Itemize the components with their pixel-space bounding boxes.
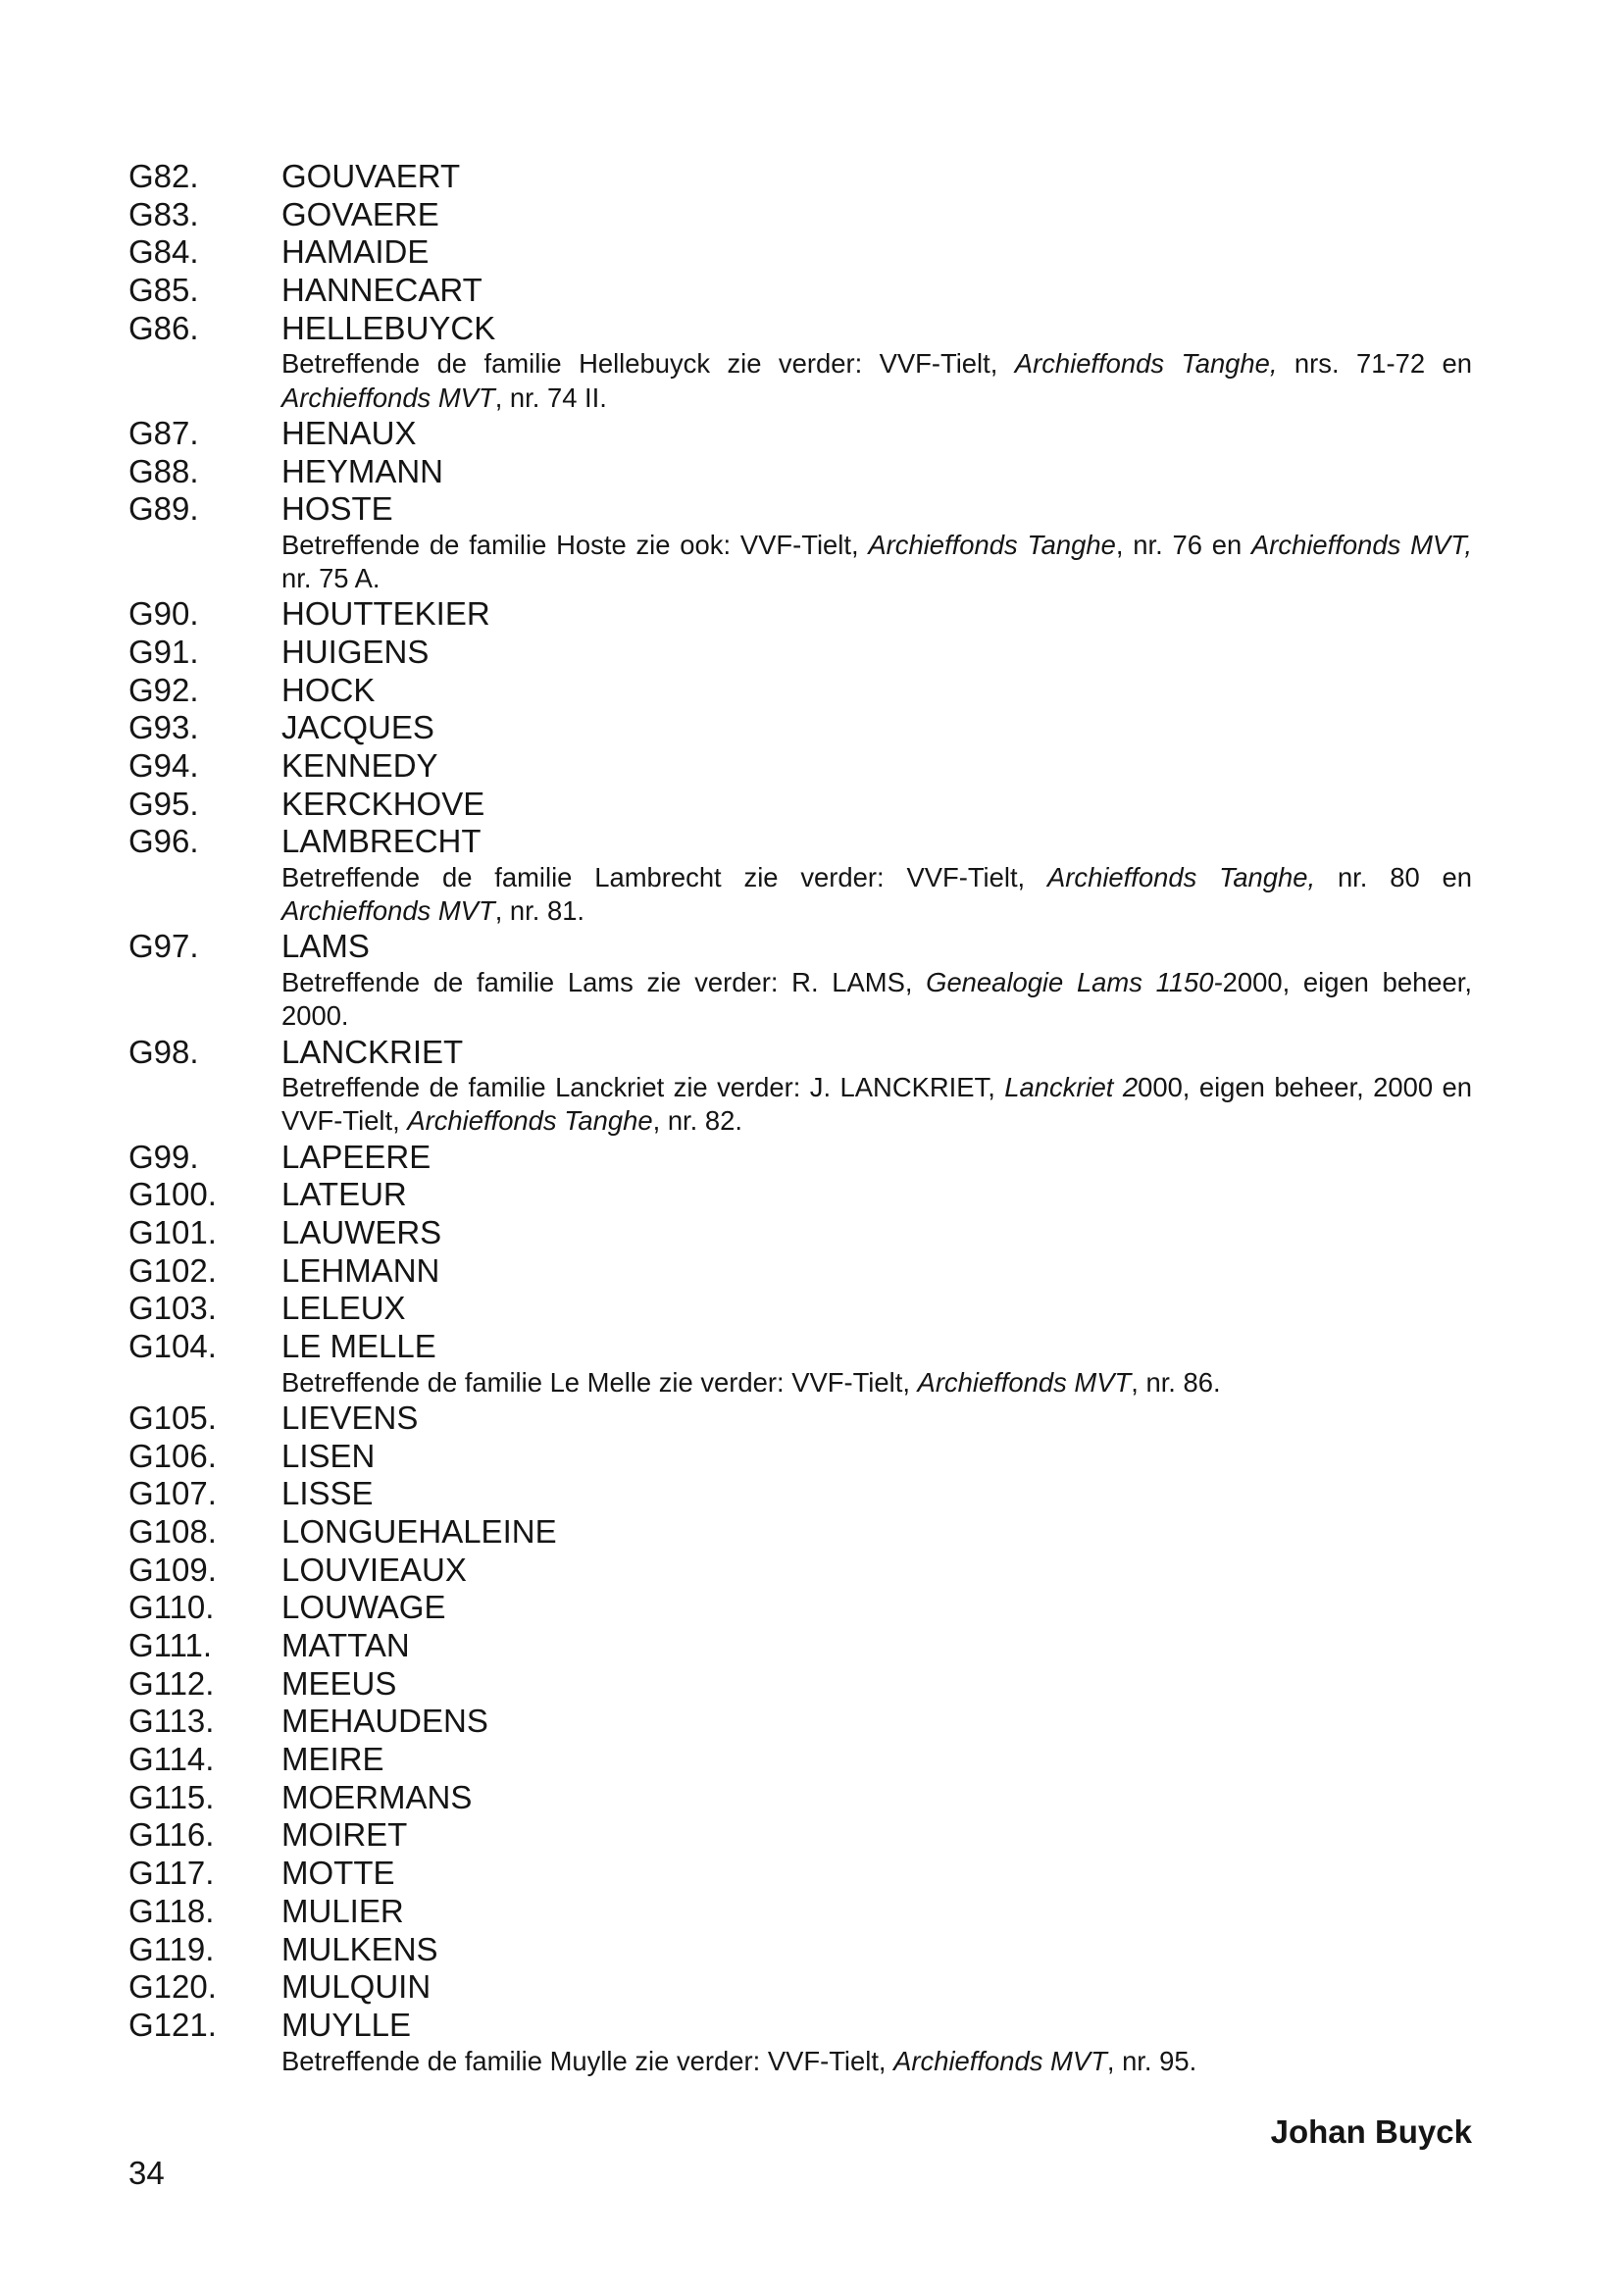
note-italic-text: Archieffonds MVT, <box>1251 529 1472 560</box>
note-italic-text: Archieffonds MVT <box>893 2045 1107 2076</box>
genealogy-entry <box>128 1034 1472 1139</box>
genealogy-entry <box>128 233 1472 272</box>
entry-code: G120. <box>128 1968 217 2006</box>
entry-surname: MATTAN <box>281 1627 410 1663</box>
genealogy-entry <box>128 1589 1472 1627</box>
entry-heading <box>128 1139 1472 1177</box>
entry-heading <box>128 196 1472 234</box>
entry-code: G110. <box>128 1589 215 1626</box>
entry-code: G118. <box>128 1892 215 1929</box>
entry-code: G93. <box>128 709 199 746</box>
entry-code: G119. <box>128 1930 215 1967</box>
genealogy-entry <box>128 747 1472 786</box>
note-italic-text: Archieffonds Tanghe, <box>1047 862 1316 893</box>
note-italic-text: Genealogie Lams 1150- <box>926 967 1223 998</box>
entry-note <box>281 1071 1472 1138</box>
entry-heading <box>128 158 1472 196</box>
entry-surname: LATEUR <box>281 1176 407 1213</box>
entry-heading <box>128 1816 1472 1855</box>
genealogy-entry <box>128 1552 1472 1590</box>
entry-code: G86. <box>128 309 199 346</box>
entry-surname: LANCKRIET <box>281 1033 464 1070</box>
genealogy-entry <box>128 1214 1472 1252</box>
entry-code: G99. <box>128 1138 199 1175</box>
note-text: 2000. <box>281 1000 349 1032</box>
genealogy-entry <box>128 490 1472 595</box>
note-text: nrs. 71-72 en <box>1277 348 1472 380</box>
entry-heading <box>128 272 1472 310</box>
entry-heading <box>128 786 1472 824</box>
note-text: Betreffende de familie Hoste zie ook: VVF-Tielt, <box>281 529 869 560</box>
note-text: , nr. 81. <box>494 895 585 927</box>
genealogy-entry <box>128 1475 1472 1513</box>
note-text: Betreffende de familie Lanckriet zie verder: J. LANCKRIET, <box>281 1072 1005 1103</box>
genealogy-entry <box>128 709 1472 747</box>
entry-surname: LOUWAGE <box>281 1589 446 1626</box>
entry-surname: MEEUS <box>281 1664 397 1702</box>
entry-code: G116. <box>128 1816 215 1854</box>
entry-code: G84. <box>128 233 199 271</box>
entry-code: G111. <box>128 1627 212 1663</box>
genealogy-entry <box>128 1816 1472 1855</box>
entry-heading <box>128 634 1472 672</box>
entry-heading <box>128 2007 1472 2045</box>
entry-surname: LEHMANN <box>281 1251 440 1289</box>
genealogy-entry <box>128 928 1472 1033</box>
entry-note <box>281 2045 1472 2078</box>
entry-heading <box>128 1328 1472 1366</box>
entry-code: G102. <box>128 1251 217 1289</box>
note-text: , nr. 95. <box>1106 2045 1197 2076</box>
entry-heading <box>128 1703 1472 1741</box>
entry-surname: LISSE <box>281 1475 374 1512</box>
note-line <box>281 1104 1472 1138</box>
entry-code: G113. <box>128 1703 215 1740</box>
entry-heading <box>128 747 1472 786</box>
note-italic-text: Archieffonds MVT <box>281 382 495 413</box>
entry-surname: KENNEDY <box>281 747 438 784</box>
entry-surname: MEIRE <box>281 1741 384 1778</box>
genealogy-entry <box>128 672 1472 710</box>
entry-heading <box>128 1552 1472 1590</box>
entry-surname: LAPEERE <box>281 1138 431 1175</box>
entry-code: G104. <box>128 1328 217 1364</box>
note-line <box>281 1071 1472 1104</box>
note-line <box>281 999 1472 1033</box>
note-italic-text: Lanckriet 2 <box>1004 1072 1139 1103</box>
entry-code: G114. <box>128 1741 215 1778</box>
note-text: VVF-Tielt, <box>281 1105 408 1137</box>
entry-code: G108. <box>128 1512 217 1550</box>
genealogy-entry <box>128 1627 1472 1665</box>
entry-surname: HOUTTEKIER <box>281 595 490 633</box>
entry-surname: MULQUIN <box>281 1968 431 2006</box>
entry-surname: MOIRET <box>281 1816 408 1854</box>
entry-heading <box>128 1252 1472 1291</box>
entry-code: G98. <box>128 1033 199 1070</box>
entry-heading <box>128 1968 1472 2007</box>
entry-heading <box>128 928 1472 966</box>
entry-surname: HANNECART <box>281 272 482 309</box>
genealogy-entry <box>128 1252 1472 1291</box>
entry-heading <box>128 1400 1472 1438</box>
genealogy-entry <box>128 786 1472 824</box>
entry-code: G109. <box>128 1551 217 1588</box>
entry-heading <box>128 1290 1472 1328</box>
genealogy-entry <box>128 310 1472 415</box>
genealogy-entry <box>128 1400 1472 1438</box>
entry-code: G107. <box>128 1475 217 1512</box>
entry-heading <box>128 1176 1472 1214</box>
note-text: nr. 75 A. <box>281 563 381 594</box>
entry-note <box>281 1366 1472 1400</box>
genealogy-entry <box>128 1176 1472 1214</box>
entry-code: G101. <box>128 1213 217 1250</box>
entry-heading <box>128 310 1472 348</box>
entry-code: G95. <box>128 785 199 822</box>
entry-surname: LOUVIEAUX <box>281 1551 467 1588</box>
note-line <box>281 894 1472 928</box>
genealogy-entry <box>128 1139 1472 1177</box>
entry-surname: JACQUES <box>281 709 434 746</box>
entry-surname: HAMAIDE <box>281 233 430 271</box>
note-text: 000, eigen beheer, 2000 en <box>1138 1072 1472 1103</box>
genealogy-entry <box>128 1741 1472 1779</box>
genealogy-entry <box>128 1438 1472 1476</box>
note-text: Betreffende de familie Lams zie verder: R. LAMS, <box>281 967 927 998</box>
genealogy-entry <box>128 823 1472 928</box>
note-line <box>281 861 1472 894</box>
note-italic-text: Archieffonds Tanghe <box>868 529 1116 560</box>
entry-heading <box>128 1855 1472 1893</box>
entry-code: G82. <box>128 158 199 194</box>
note-italic-text: Archieffonds Tanghe <box>407 1105 653 1137</box>
entry-heading <box>128 490 1472 529</box>
note-italic-text: Archieffonds MVT <box>917 1366 1132 1398</box>
entry-surname: LAMS <box>281 928 370 965</box>
note-text: Betreffende de familie Hellebuyck zie verder: VVF-Tielt, <box>281 348 1015 380</box>
entry-surname: LE MELLE <box>281 1328 436 1364</box>
entry-code: G89. <box>128 490 199 528</box>
entry-heading <box>128 1627 1472 1665</box>
entry-surname: HENAUX <box>281 414 417 451</box>
entry-heading <box>128 415 1472 453</box>
note-text: , nr. 76 en <box>1115 529 1252 560</box>
entry-code: G83. <box>128 195 199 232</box>
entry-note <box>281 966 1472 1033</box>
entry-heading <box>128 233 1472 272</box>
note-text: , nr. 82. <box>652 1105 742 1137</box>
entry-surname: LAUWERS <box>281 1213 442 1250</box>
entry-code: G92. <box>128 671 199 708</box>
genealogy-entry <box>128 272 1472 310</box>
note-text: Betreffende de familie Le Melle zie verder: VVF-Tielt, <box>281 1366 918 1398</box>
genealogy-entry <box>128 1328 1472 1400</box>
entry-surname: HOSTE <box>281 490 393 528</box>
entry-code: G117. <box>128 1855 215 1892</box>
entry-heading <box>128 1779 1472 1817</box>
genealogy-entry <box>128 1779 1472 1817</box>
entry-code: G112. <box>128 1664 215 1702</box>
note-text: Betreffende de familie Lambrecht zie verder: VVF-Tielt, <box>281 862 1048 893</box>
entry-surname: HEYMANN <box>281 452 444 489</box>
entry-surname: MULKENS <box>281 1930 438 1967</box>
entry-surname: LELEUX <box>281 1290 406 1327</box>
entry-surname: MEHAUDENS <box>281 1703 488 1740</box>
note-text: Betreffende de familie Muylle zie verder: VVF-Tielt, <box>281 2045 894 2076</box>
genealogy-entry <box>128 1893 1472 1931</box>
entry-surname: GOVAERE <box>281 195 439 232</box>
entry-heading <box>128 1589 1472 1627</box>
entry-heading <box>128 595 1472 634</box>
entry-note <box>281 861 1472 928</box>
entry-surname: MOTTE <box>281 1855 395 1892</box>
entry-note <box>281 529 1472 595</box>
entry-heading <box>128 1893 1472 1931</box>
entry-surname: LISEN <box>281 1437 376 1474</box>
author-name: Johan Buyck <box>1270 2113 1472 2150</box>
note-line <box>281 966 1472 999</box>
entry-code: G90. <box>128 595 199 633</box>
entry-surname: GOUVAERT <box>281 158 461 194</box>
entry-heading <box>128 1513 1472 1552</box>
page-number: 34 <box>128 2155 165 2191</box>
genealogy-entry <box>128 415 1472 453</box>
entry-heading <box>128 1214 1472 1252</box>
genealogy-entry <box>128 1703 1472 1741</box>
entry-code: G106. <box>128 1437 217 1474</box>
entry-code: G105. <box>128 1399 217 1436</box>
entry-surname: HUIGENS <box>281 633 430 670</box>
entry-note <box>281 347 1472 414</box>
entry-heading <box>128 453 1472 491</box>
note-line <box>281 2045 1472 2078</box>
genealogy-entry <box>128 1665 1472 1704</box>
genealogy-entry <box>128 1855 1472 1893</box>
genealogy-entry <box>128 634 1472 672</box>
genealogy-entry <box>128 453 1472 491</box>
genealogy-entry <box>128 1968 1472 2007</box>
entry-surname: MULIER <box>281 1892 404 1929</box>
entry-surname: HELLEBUYCK <box>281 309 496 346</box>
note-line <box>281 382 1472 415</box>
note-line <box>281 562 1472 595</box>
entry-code: G96. <box>128 823 199 860</box>
entry-heading <box>128 1741 1472 1779</box>
entry-heading <box>128 1475 1472 1513</box>
note-italic-text: Archieffonds MVT <box>281 895 495 927</box>
entry-code: G88. <box>128 452 199 489</box>
genealogy-entry <box>128 158 1472 196</box>
entry-heading <box>128 1665 1472 1704</box>
entry-heading <box>128 1931 1472 1969</box>
note-text: nr. 80 en <box>1315 862 1473 893</box>
entry-surname: LONGUEHALEINE <box>281 1512 557 1550</box>
entry-surname: HOCK <box>281 671 376 708</box>
entry-code: G100. <box>128 1176 217 1213</box>
entry-code: G103. <box>128 1290 217 1327</box>
entry-code: G91. <box>128 633 199 670</box>
entry-code: G94. <box>128 747 199 784</box>
surname-list <box>128 158 1472 2078</box>
note-text: 2000, eigen beheer, <box>1222 967 1472 998</box>
entry-surname: MUYLLE <box>281 2006 412 2043</box>
entry-code: G97. <box>128 928 199 965</box>
note-italic-text: Archieffonds Tanghe, <box>1014 348 1278 380</box>
entry-heading <box>128 823 1472 861</box>
entry-surname: LIEVENS <box>281 1399 419 1436</box>
entry-code: G115. <box>128 1778 215 1815</box>
note-text: , nr. 86. <box>1131 1366 1221 1398</box>
genealogy-entry <box>128 1513 1472 1552</box>
entry-heading <box>128 672 1472 710</box>
entry-surname: LAMBRECHT <box>281 823 482 860</box>
entry-heading <box>128 1438 1472 1476</box>
genealogy-entry <box>128 595 1472 634</box>
genealogy-entry <box>128 1931 1472 1969</box>
entry-heading <box>128 709 1472 747</box>
entry-surname: KERCKHOVE <box>281 785 485 822</box>
entry-surname: MOERMANS <box>281 1778 473 1815</box>
note-line <box>281 1366 1472 1400</box>
genealogy-entry <box>128 196 1472 234</box>
note-line <box>281 529 1472 562</box>
entry-code: G87. <box>128 414 199 451</box>
note-text: , nr. 74 II. <box>494 382 607 413</box>
note-line <box>281 347 1472 381</box>
entry-code: G85. <box>128 272 199 309</box>
genealogy-entry <box>128 2007 1472 2078</box>
entry-code: G121. <box>128 2006 217 2043</box>
entry-heading <box>128 1034 1472 1072</box>
genealogy-entry <box>128 1290 1472 1328</box>
